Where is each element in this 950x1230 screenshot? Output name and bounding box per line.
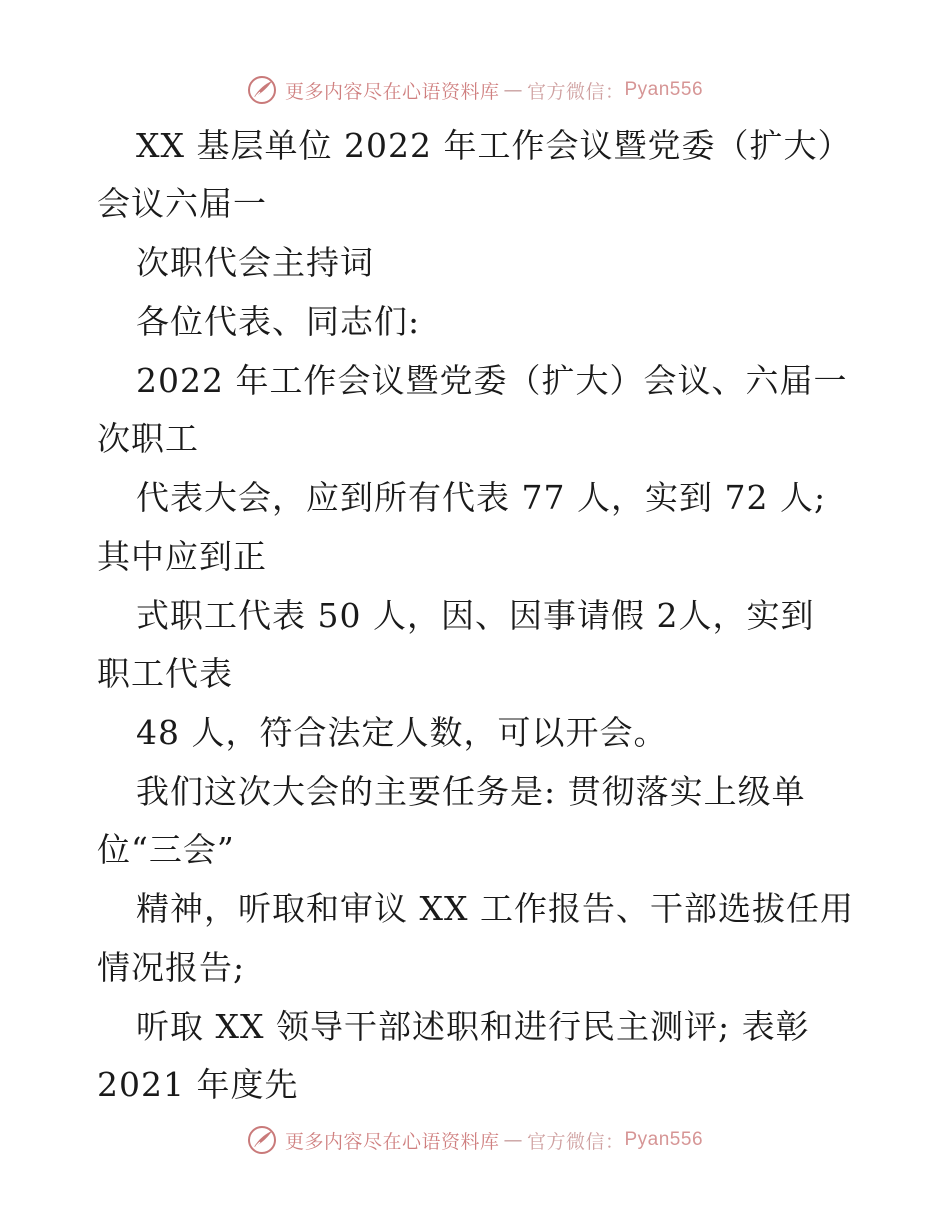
watermark-header — [0, 72, 950, 108]
doc-line: 职工代表 — [97, 654, 233, 693]
doc-line: 精神，听取和审议 XX 工作报告、干部选拔任用 — [136, 889, 854, 928]
watermark-footer — [0, 1122, 950, 1158]
doc-line: 会议六届一 — [97, 184, 267, 223]
doc-line: 位“三会” — [97, 830, 235, 869]
doc-line: 各位代表、同志们: — [136, 302, 421, 341]
watermark-text: 更多内容尽在心语资料库 — [284, 1130, 500, 1153]
doc-line: 2022 年工作会议暨党委（扩大）会议、六届一 — [136, 361, 848, 400]
watermark-contact-id: Pyan556 — [624, 1129, 704, 1150]
doc-line: 次职工 — [97, 419, 199, 458]
watermark-contact-id: Pyan556 — [624, 79, 704, 100]
doc-line: 48 人，符合法定人数，可以开会。 — [136, 713, 668, 752]
doc-line: 式职工代表 50 人，因、因事请假 2人，实到 — [136, 596, 815, 635]
doc-line: 听取 XX 领导干部述职和进行民主测评; 表彰 — [136, 1007, 810, 1046]
quill-pen-logo-icon — [247, 1125, 277, 1155]
doc-line: XX 基层单位 2022 年工作会议暨党委（扩大） — [136, 126, 852, 165]
doc-line: 代表大会，应到所有代表 77 人，实到 72 人; — [136, 478, 827, 517]
watermark-contact-label: 官方微信： — [526, 1130, 625, 1153]
doc-line: 其中应到正 — [97, 537, 267, 576]
doc-line: 情况报告; — [97, 948, 246, 987]
watermark-text: 更多内容尽在心语资料库 — [284, 80, 500, 103]
doc-line: 次职代会主持词 — [136, 243, 374, 282]
doc-line: 2021 年度先 — [97, 1065, 299, 1104]
quill-pen-logo-icon — [247, 75, 277, 105]
watermark-dash: — — [503, 1129, 523, 1151]
doc-line: 我们这次大会的主要任务是: 贯彻落实上级单 — [136, 772, 806, 811]
watermark-dash: — — [503, 79, 523, 101]
watermark-contact-label: 官方微信： — [526, 80, 625, 103]
